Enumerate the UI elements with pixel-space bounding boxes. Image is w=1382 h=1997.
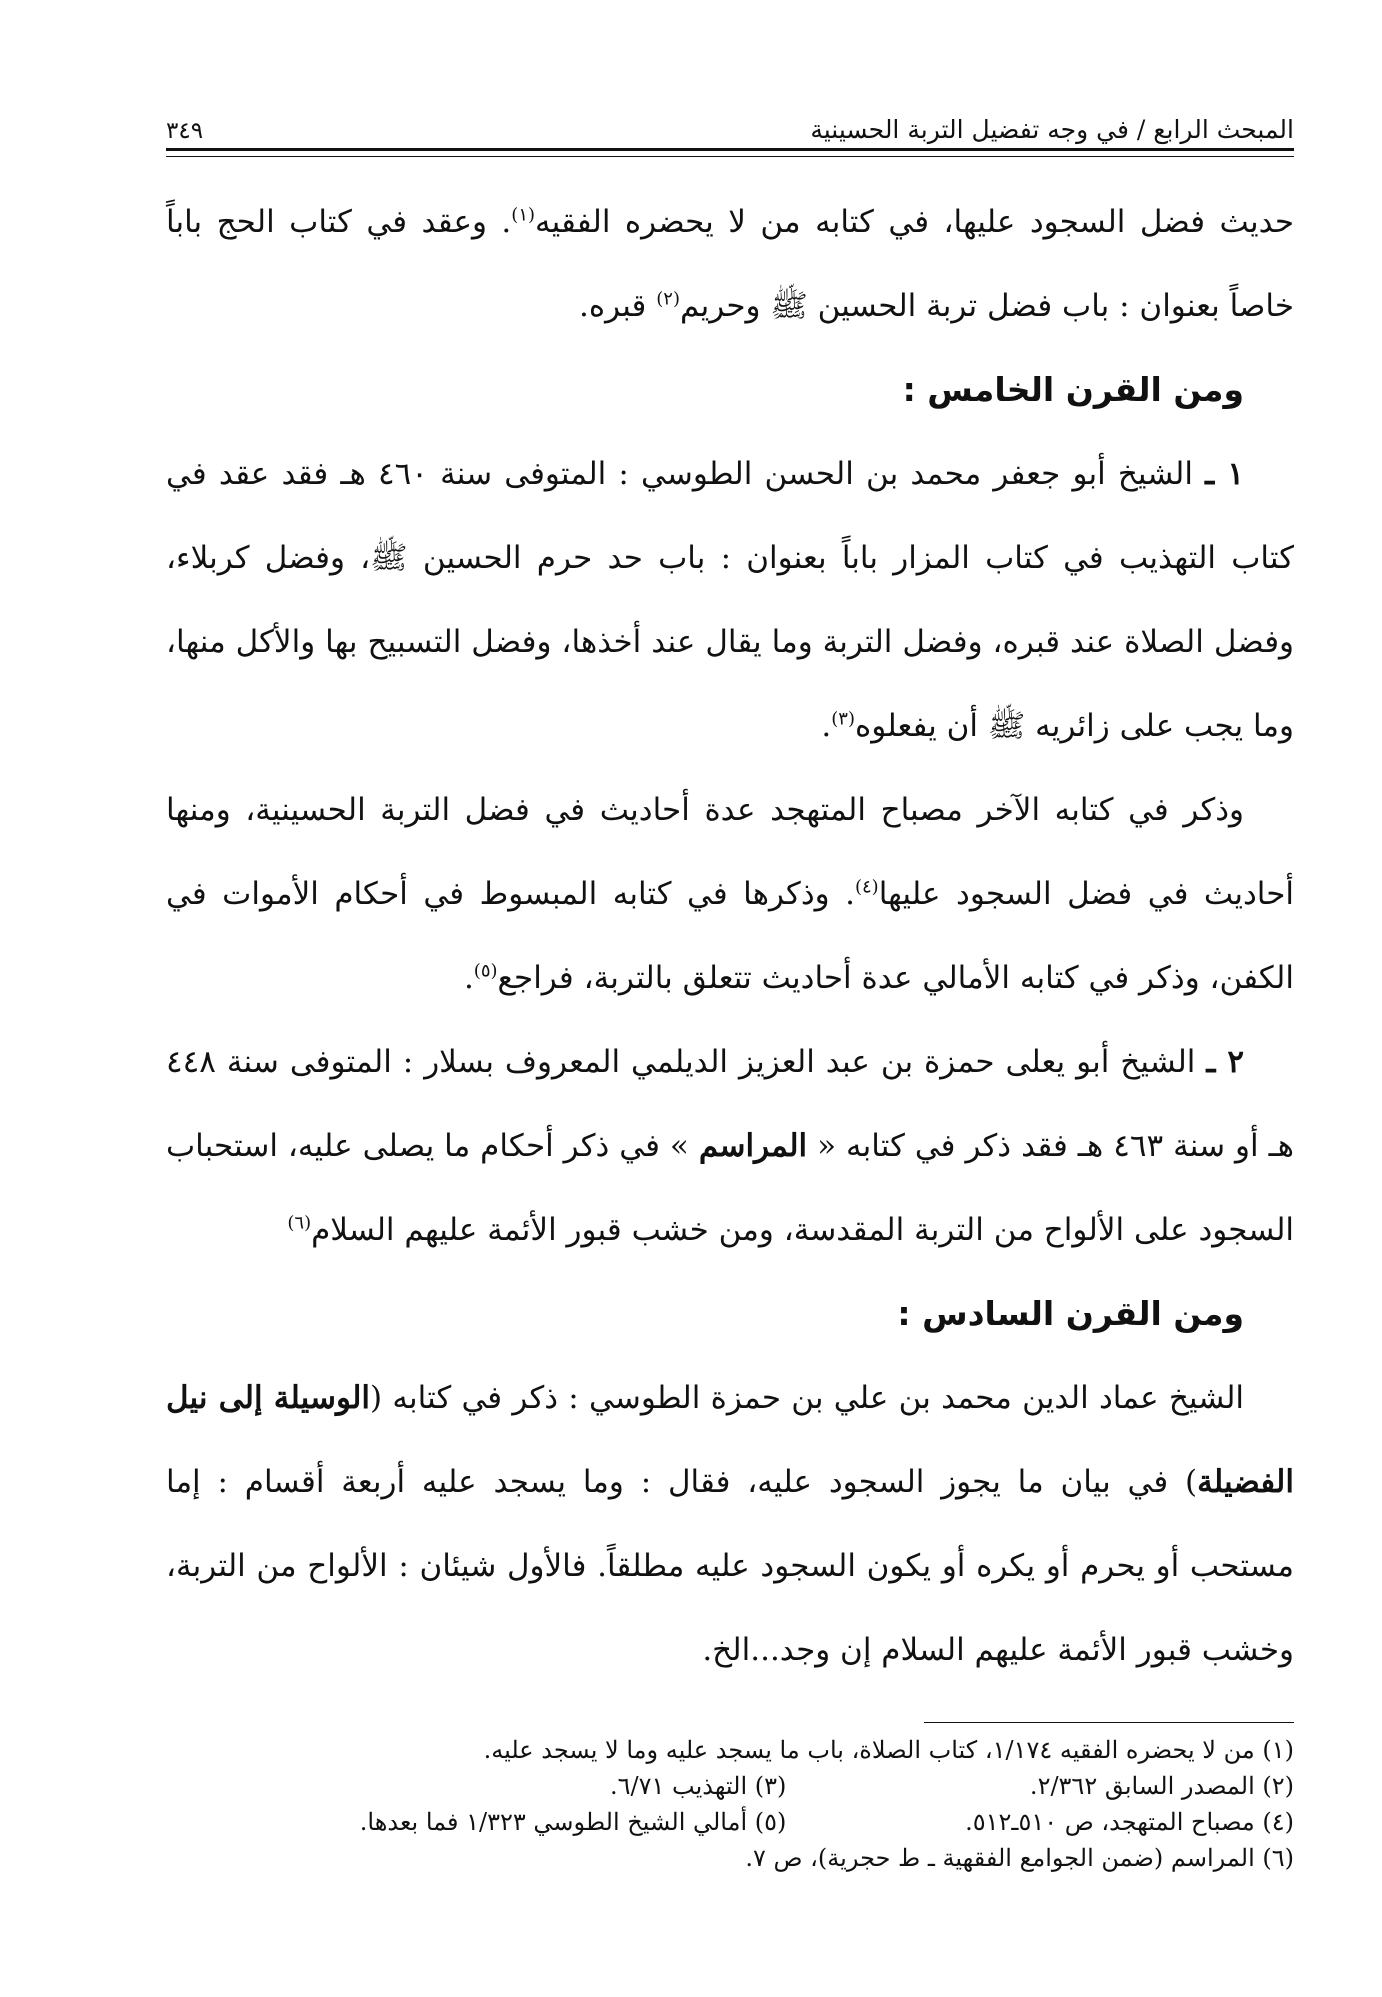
footnote-4: (٤) مصباح المتهجد، ص ٥١٠ـ٥١٢. [965, 1808, 1294, 1836]
book-title-marasim: المراسم [698, 1128, 808, 1164]
item-number-1: ١ ـ [1205, 456, 1244, 492]
footnote-line-2 [166, 1768, 1294, 1804]
paragraph-3-text-c: . [463, 960, 474, 996]
running-header [166, 92, 1294, 144]
footnote-line-3 [166, 1804, 1294, 1840]
paragraph-5-text-b: ) في بيان ما يجوز السجود عليه، فقال : وما يسجد عليه أربعة أقسام : إما مستحب أو يحرم أو يكره أو يكون السجود عليه مطلقاً. فالأول شيئان : الألواح من التربة، وخشب قبور الأئمة عليهم السلام إن وجد...الخ. [166, 1464, 1294, 1668]
paragraph-1 [166, 180, 1294, 348]
paragraph-4-text-b: » في ذكر أحكام ما يصلى عليه، استحباب السجود على الألواح من التربة المقدسة، ومن خشب قبور الأئمة عليهم السلام [166, 1128, 1294, 1248]
heading-sixth-century: ومن القرن السادس : [897, 1294, 1244, 1333]
footnote-ref-4: (٤) [854, 876, 879, 898]
footnote-1: (١) من لا يحضره الفقيه ١/١٧٤، كتاب الصلاة، باب ما يسجد عليه وما لا يسجد عليه. [483, 1736, 1294, 1764]
paragraph-3 [166, 768, 1294, 1020]
paragraph-5 [166, 1356, 1294, 1692]
paragraph-1-text-b: . وعقد في كتاب الحج باباً خاصاً بعنوان : باب فضل تربة الحسين ﷺ وحريم [166, 204, 1294, 324]
paragraph-4 [166, 1020, 1294, 1272]
book-title-wasila: الوسيلة إلى نيل الفضيلة [166, 1380, 1294, 1500]
paragraph-4-text-a: الشيخ أبو يعلى حمزة بن عبد العزيز الديلمي المعروف بسلار : المتوفى سنة ٤٤٨ هـ أو سنة ٤٦٣ هـ فقد ذكر في كتابه « [166, 1044, 1295, 1164]
item-number-2: ٢ ـ [1206, 1044, 1244, 1080]
heading-fifth-century: ومن القرن الخامس : [902, 370, 1244, 409]
header-rule-thin [166, 156, 1294, 157]
footnote-line-4 [166, 1840, 1294, 1876]
paragraph-2 [166, 432, 1294, 768]
paragraph-3-text-b: . وذكرها في كتابه المبسوط في أحكام الأموات في الكفن، وذكر في كتابه الأمالي عدة أحاديث تتعلق بالتربة، فراجع [166, 876, 1294, 996]
footnote-2: (٢) المصدر السابق ٢/٣٦٢. [1029, 1772, 1294, 1800]
footnotes [166, 1732, 1294, 1876]
header-title: المبحث الرابع / في وجه تفضيل التربة الحسينية [810, 115, 1294, 144]
page-number: ٣٤٩ [166, 118, 204, 144]
footnote-6: (٦) المراسم (ضمن الجوامع الفقهية ـ ط حجرية)، ص ٧. [745, 1844, 1294, 1872]
paragraph-1-text-c: قبره. [579, 288, 657, 324]
paragraph-3-text-a: وذكر في كتابه الآخر مصباح المتهجد عدة أحاديث في فضل التربة الحسينية، ومنها أحاديث في فضل السجود عليها [166, 792, 1294, 912]
paragraph-1-text-a: حديث فضل السجود عليها، في كتابه من لا يحضره الفقيه [535, 204, 1295, 240]
footnote-separator [924, 1722, 1294, 1723]
paragraph-5-text-a: الشيخ عماد الدين محمد بن علي بن حمزة الطوسي : ذكر في كتابه ( [370, 1380, 1244, 1416]
footnote-ref-1: (١) [511, 204, 536, 226]
header-rule-thick [166, 148, 1294, 151]
footnote-ref-2: (٢) [656, 288, 680, 310]
paragraph-2-text-b: . [821, 708, 832, 744]
footnote-5: (٥) أمالي الشيخ الطوسي ١/٣٢٣ فما بعدها. [359, 1808, 787, 1836]
footnote-line-1 [166, 1732, 1294, 1768]
footnote-ref-6: (٦) [287, 1212, 312, 1234]
paragraph-2-text-a: الشيخ أبو جعفر محمد بن الحسن الطوسي : المتوفى سنة ٤٦٠ هـ فقد عقد في كتاب التهذيب في كتاب المزار باباً بعنوان : باب حد حرم الحسين ﷺ، وفضل كربلاء، وفضل الصلاة عند قبره، وفضل التربة وما يقال عند أخذها، وفضل التسبيح بها والأكل منها، وما يجب على زائريه ﷺ أن يفعلوه [166, 456, 1294, 744]
footnote-3: (٣) التهذيب ٦/٧١. [609, 1772, 787, 1800]
footnote-ref-3: (٣) [831, 708, 855, 730]
footnote-ref-5: (٥) [473, 960, 498, 982]
main-text [166, 180, 1294, 1692]
